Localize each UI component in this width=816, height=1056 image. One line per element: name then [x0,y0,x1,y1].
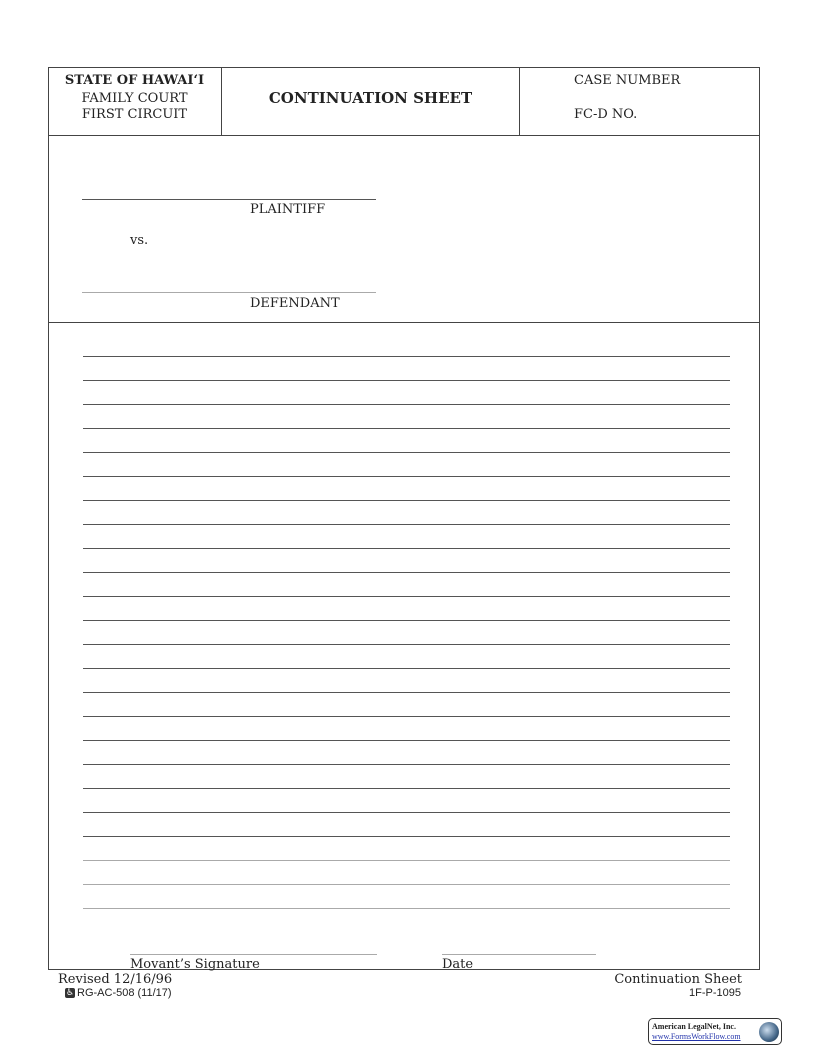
case-number-label: CASE NUMBER [574,73,681,88]
vendor-name: American LegalNet, Inc. [652,1021,736,1031]
writing-line[interactable] [83,764,730,765]
fcd-number-label: FC-D NO. [574,107,638,122]
writing-line[interactable] [83,668,730,669]
writing-line[interactable] [83,428,730,429]
writing-line[interactable] [83,716,730,717]
globe-icon [759,1022,779,1042]
writing-line[interactable] [83,404,730,405]
writing-line[interactable] [83,524,730,525]
writing-line[interactable] [83,380,730,381]
court-name: FAMILY COURT [81,91,188,106]
writing-line[interactable] [83,836,730,837]
writing-line[interactable] [83,644,730,645]
form-number: 1F-P-1095 [689,987,741,999]
writing-line[interactable] [83,860,730,861]
writing-line[interactable] [83,908,730,909]
writing-line[interactable] [83,572,730,573]
writing-line[interactable] [83,620,730,621]
continuation-body [48,322,760,970]
date-field[interactable] [442,954,596,955]
state-name: STATE OF HAWAI‘I [64,73,205,88]
header-divider [519,67,520,136]
writing-line[interactable] [83,884,730,885]
writing-line[interactable] [83,500,730,501]
circuit-name: FIRST CIRCUIT [81,107,188,122]
date-label: Date [442,957,474,972]
movant-signature-label: Movant’s Signature [130,957,260,972]
writing-line[interactable] [83,692,730,693]
vendor-badge[interactable] [648,1018,782,1045]
page-title: CONTINUATION SHEET [268,89,473,107]
accessibility-icon: ♿ [65,988,75,998]
vs-label: vs. [130,233,149,248]
writing-line[interactable] [83,476,730,477]
form-code: RG-AC-508 (11/17) [77,987,172,999]
vendor-url[interactable]: www.FormsWorkFlow.com [652,1031,741,1041]
writing-line[interactable] [83,548,730,549]
plaintiff-field[interactable] [82,199,376,200]
writing-line[interactable] [83,740,730,741]
vendor-text [652,1022,741,1042]
writing-line[interactable] [83,596,730,597]
form-name: Continuation Sheet [614,972,742,987]
plaintiff-label: PLAINTIFF [250,202,326,217]
parties-section [48,135,760,323]
writing-line[interactable] [83,452,730,453]
writing-line[interactable] [83,812,730,813]
writing-line[interactable] [83,356,730,357]
defendant-field[interactable] [82,292,376,293]
writing-line[interactable] [83,788,730,789]
movant-signature-field[interactable] [130,954,377,955]
revised-date: Revised 12/16/96 [58,972,173,987]
defendant-label: DEFENDANT [250,296,340,311]
